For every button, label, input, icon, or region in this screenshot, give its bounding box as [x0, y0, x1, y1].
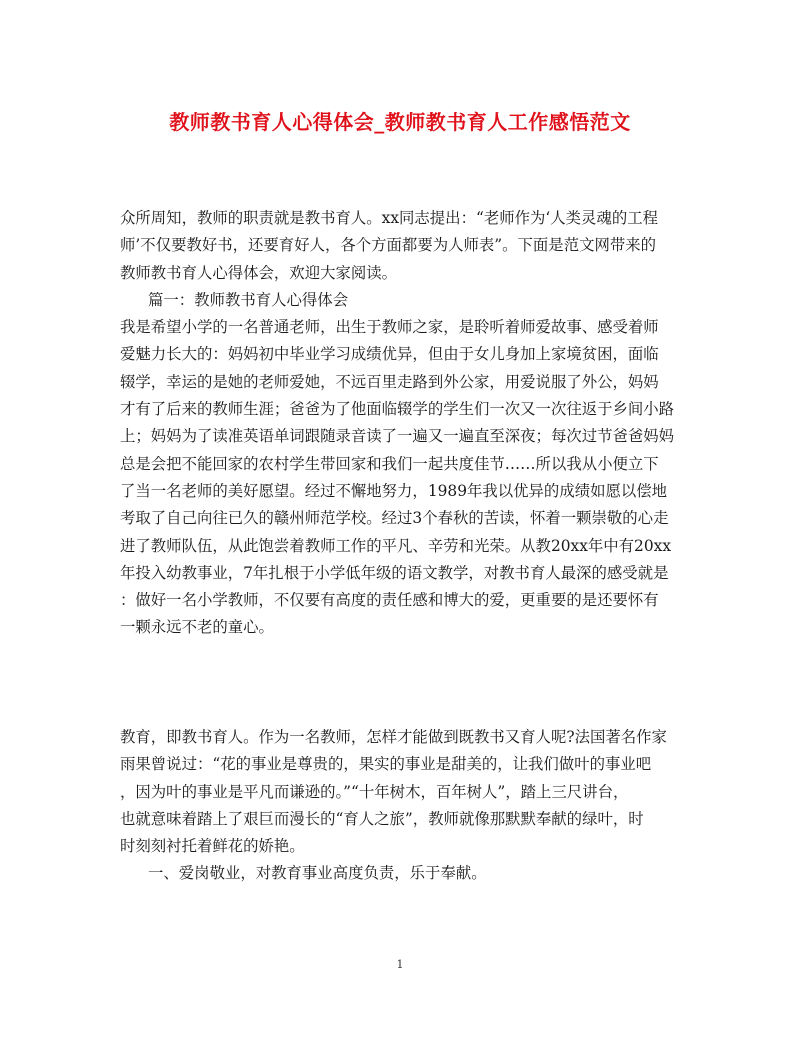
text-line: 也就意味着踏上了艰巨而漫长的“育人之旅”，教师就像那默默奉献的绿叶，时 [120, 809, 644, 828]
text-line: ：做好一名小学教师，不仅要有高度的责任感和博大的爱，更重要的是还要怀有 [120, 591, 659, 610]
text-line: 了当一名老师的美好愿望。经过不懈地努力，1989年我以优异的成绩如愿以偿地 [120, 481, 668, 500]
paragraph-block-2 [120, 724, 685, 888]
text-line: 雨果曾说过：“花的事业是尊贵的，果实的事业是甜美的，让我们做叶的事业吧 [120, 755, 652, 774]
document-title: 教师教书育人心得体会_教师教书育人工作感悟范文 [169, 110, 631, 134]
section-heading: 篇一：教师教书育人心得体会 [148, 290, 349, 309]
text-line: 年投入幼教事业，7年扎根于小学低年级的语文教学，对教书育人最深的感受就是 [120, 563, 669, 582]
text-line: 时刻刻衬托着鲜花的娇艳。 [120, 837, 305, 856]
text-line: 总是会把不能回家的农村学生带回家和我们一起共度佳节……所以我从小便立下 [120, 454, 659, 473]
text-line: 我是希望小学的一名普通老师，出生于教师之家，是聆听着师爱故事、感受着师 [120, 318, 659, 337]
text-line: 进了教师队伍，从此饱尝着教师工作的平凡、辛劳和光荣。从教20xx年中有20xx [120, 536, 671, 555]
text-line: 上；妈妈为了读准英语单词跟随录音读了一遍又一遍直至深夜；每次过节爸爸妈妈 [120, 427, 675, 446]
text-line: ，因为叶的事业是平凡而谦逊的。”“十年树木，百年树人”，踏上三尺讲台， [120, 782, 629, 801]
text-line: 考取了自己向往已久的赣州师范学校。经过3个春秋的苦读，怀着一颗崇敬的心走 [120, 509, 669, 528]
text-line: 教育，即教书育人。作为一名教师，怎样才能做到既教书又育人呢?法国著名作家 [120, 728, 667, 746]
paragraph-block-1 [120, 205, 685, 642]
text-line: 才有了后来的教师生涯；爸爸为了他面临辍学的学生们一次又一次往返于乡间小路 [120, 400, 675, 419]
text-line: 一颗永远不老的童心。 [120, 618, 274, 637]
section-heading: 一、爱岗敬业，对教育事业高度负责，乐于奉献。 [148, 864, 487, 883]
text-line: 辍学，幸运的是她的老师爱她，不远百里走路到外公家，用爱说服了外公，妈妈 [120, 372, 659, 391]
text-line: 爱魅力长大的：妈妈初中毕业学习成绩优异，但由于女儿身加上家境贫困，面临 [120, 345, 659, 364]
text-line: 众所周知，教师的职责就是教书育人。xx同志提出：“老师作为‘人类灵魂的工程 [120, 209, 659, 227]
text-line: 师’不仅要教好书，还要育好人，各个方面都要为人师表”。下面是范文网带来的 [120, 236, 657, 255]
text-line: 教师教书育人心得体会，欢迎大家阅读。 [120, 263, 398, 282]
page-number: 1 [396, 958, 404, 971]
